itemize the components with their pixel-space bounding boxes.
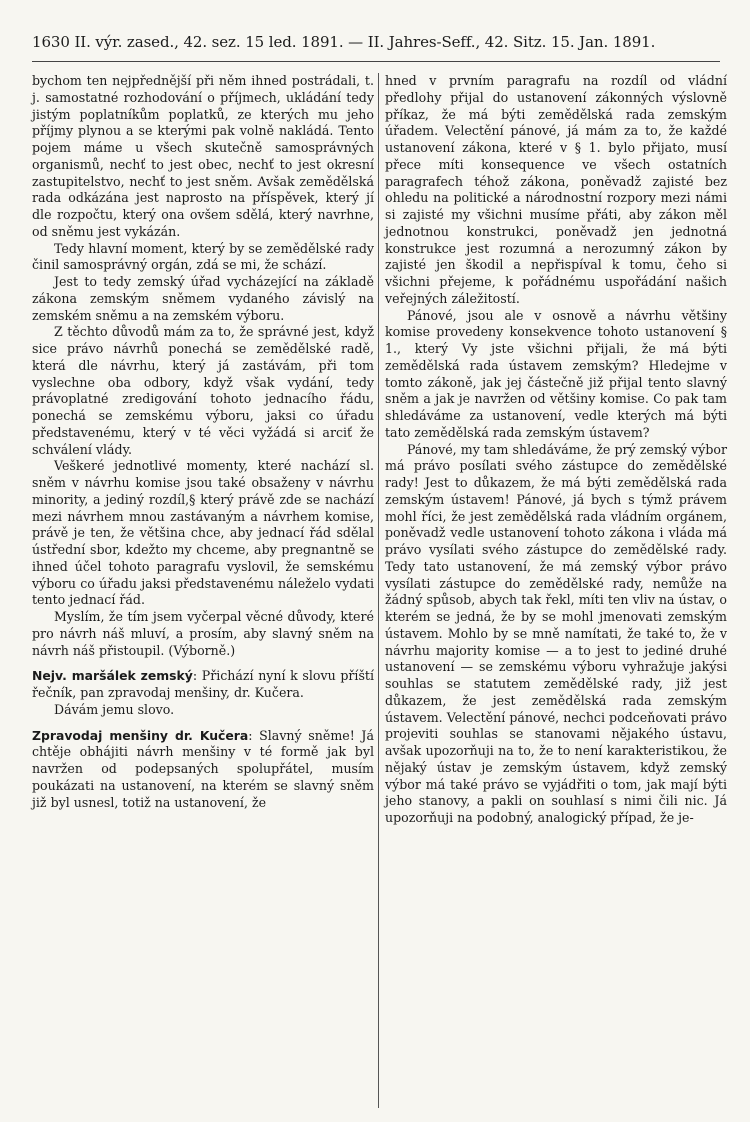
header-rule [32, 61, 720, 62]
paragraph: Dávám jemu slovo. [54, 701, 175, 717]
speech-paragraph [32, 728, 374, 812]
left-column [32, 73, 374, 811]
speech-text: : Přichází nyní k slovu příští řečník, pan zpravodaj menšiny, dr. Kučera. [32, 668, 374, 700]
speaker-name: Nejv. maršálek zemský [32, 668, 193, 684]
paragraph: Pánové, jsou ale v osnově a návrhu většiny komise provedeny konsekvence tohoto ustanovení § 1., který Vy jste všichni přijali, že má býti zemědělská rada ústavem zemským? Hledejme v tomto zákoně, jak jej částečně již přijal tento slavný sněm a jak je navržen od většiny komise. Co pak tam shledáváme za ustanovení, vedle kterých má býti tato zemědělská rada zemským ústavem? [385, 307, 727, 440]
paragraph: Myslím, že tím jsem vyčerpal věcné důvody, které pro návrh náš mluví, a prosím, aby slavný sněm na návrh náš přistoupil. (Výborně.) [32, 609, 374, 658]
right-column [385, 73, 727, 827]
paragraph: Jest to tedy zemský úřad vycházející na základě zákona zemským sněmem vydaného závislý na zemském sněmu a na zemském výboru. [32, 274, 374, 323]
paragraph: Veškeré jednotlivé momenty, které nachází sl. sněm v návrhu komise jsou také obsaženy v návrhu minority, a jediný rozdíl,§ který právě zde se nachází mezi návrhem mnou zastávaným a návrhem komise, právě je ten, že většina chce, aby jednací řád sdělal ústřední sbor, kdežto my chceme, aby pregnantně se ihned účel tohoto paragrafu vyslovil, že semskému výboru co úřadu jaksi představenému náleželo vydati tento jednací řád. [32, 458, 374, 608]
running-header: 1630 II. výr. zased., 42. sez. 15 led. 1891. — II. Jahres-Seff., 42. Sitz. 15. Jan. 1891. [32, 33, 656, 51]
paragraph: Pánové, my tam shledáváme, že prý zemský výbor má právo posílati svého zástupce do zemědělské rady! Jest to důkazem, že má býti zemědělská rada zemským ústavem! Pánové, já bych s týmž právem mohl říci, že jest zemědělská rada vládním orgánem, poněvadž vedle ustanovení tohoto zákona i vláda má právo vysílati svého zástupce do zemědělské rady. Tedy tato ustanovení, že má zemský výbor právo vysílati zástupce do zemědělské rady, nemůže na žádný spůsob, abych tak řekl, míti ten vliv na ústav, o kterém se jedná, že by se mohl jmenovati zemským ústavem. Mohlo by se mně namítati, že také to, že v návrhu majority komise — a to jest to jediné druhé ustanovení — se zemskému výboru vyhražuje jakýsi souhlas se statutem zemědělské rady, již jest důkazem, že jest zemědělská rada zemským ústavem. Velectění pánové, nechci podceňovati právo projeviti souhlas se stanovami nějakého ústavu, avšak upozorňuji na to, že to není karakteristikou, že nějaký ústav je zemským ústavem, když zemský výbor má také právo se vyjádřiti o tom, jak mají býti jeho stanovy, a pakli on souhlasí s nimi čili nic. Já upozorňuji na podobný, analogický případ, že je- [385, 441, 727, 825]
speaker-name: Zpravodaj menšiny dr. Kučera [32, 727, 249, 743]
paragraph: bychom ten nejpřednější při něm ihned postrádali, t. j. samostatné rozhodování o příjmech, ukládání tedy jistým poplatníkům poplatků, ze kterých mu jeho příjmy plynou a se kterými pak volně nakládá. Tento pojem máme u všech skutečně samosprávných organismů, nechť to jest obec, nechť to jest okresní zastupitelstvo, nechť to jest sněm. Avšak zemědělská rada odkázána jest naprosto na příspěvek, který jí dle rozpočtu, který ona ovšem sdělá, který navrhne, od sněmu jest vykázán. [32, 73, 374, 239]
column-divider [378, 73, 379, 1108]
paragraph: Z těchto důvodů mám za to, že správné jest, když sice právo návrhů ponechá se zemědělské radě, která dle návrhu, který já zastávám, při tom vyslechne oba odbory, když však vydání, tedy právoplatné zredigování tohoto jednacího řádu, ponechá se zemskému výboru, jaksi co úřadu představenému, který v té věci vyžádá si arciť že schválení vlády. [32, 324, 374, 457]
speech-paragraph [32, 668, 374, 702]
paragraph: Tedy hlavní moment, který by se zemědělské rady činil samosprávný orgán, zdá se mi, že schází. [32, 240, 374, 273]
paragraph: hned v prvním paragrafu na rozdíl od vládní předlohy přijal do ustanovení zákonných výslovně příkaz, že má býti zemědělská rada zemským úřadem. Velectění pánové, já mám za to, že každé ustanovení zákona, které v § 1. bylo přijato, musí přece míti konsequence ve všech ostatních paragrafech téhož zákona, poněvadž zajisté bez ohledu na politické a národnostní rozpory mezi námi si zajisté my všichni musíme přáti, aby zákon měl jednotnou konstrukci, poněvadž jen jednotná konstrukce jest rozumná a nerozumný zákon by zajisté jen škodil a nepřispíval k tomu, čeho si všichni přejeme, k pořádnému uspořádání našich veřejných záležitostí. [385, 73, 727, 306]
speech-text: : Slavný sněme! Já chtěje obhájiti návrh menšiny v té formě jak byl navržen od podepsaných spolupřátel, musím poukázati na ustanovení, na kterém se slavný sněm již byl usnesl, totiž na ustanovení, že [32, 727, 374, 810]
